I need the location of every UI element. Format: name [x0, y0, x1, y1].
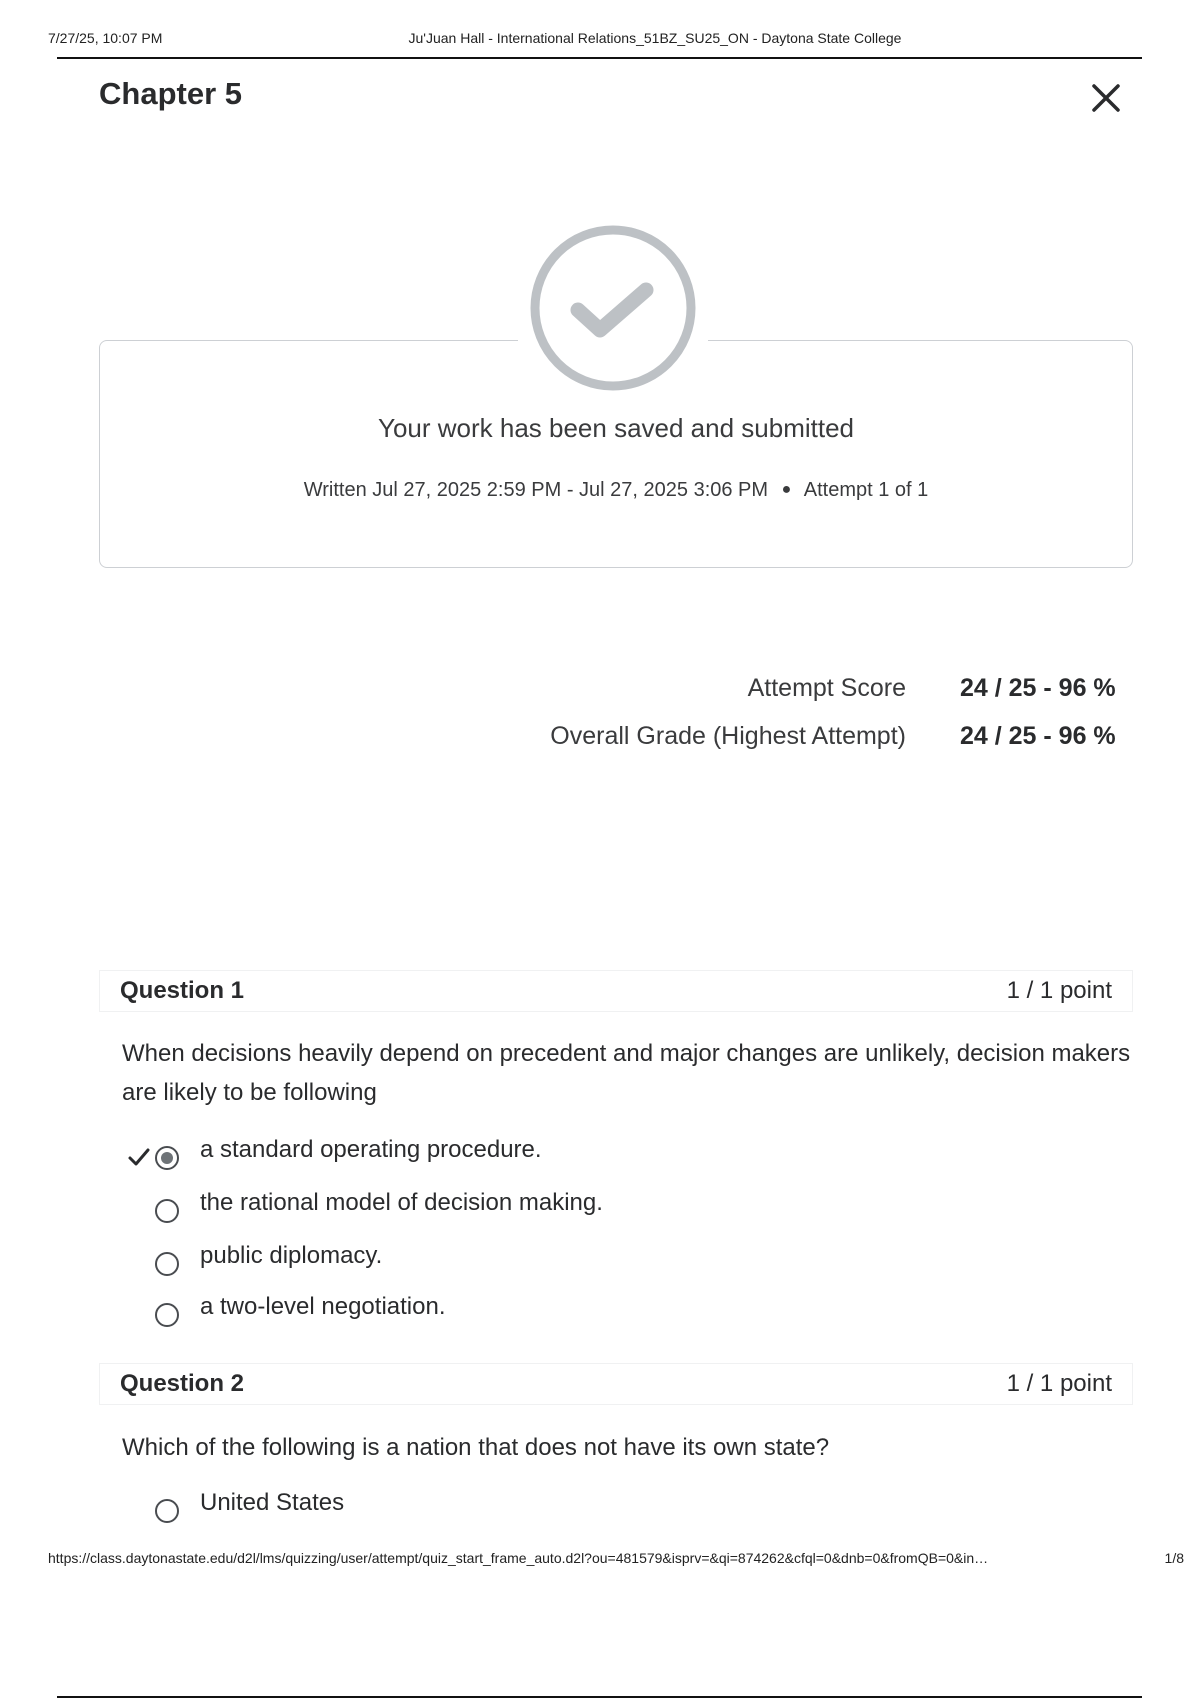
- attempt-score-row: [0, 674, 1200, 708]
- question-title: Question 1: [120, 977, 245, 1004]
- bullet-separator: ●: [781, 481, 792, 498]
- question-points: 1 / 1 point: [1006, 1370, 1112, 1397]
- submission-written-time: Written Jul 27, 2025 2:59 PM - Jul 27, 2025 3:06 PM: [303, 479, 769, 501]
- answer-option[interactable]: [150, 1242, 1050, 1282]
- correct-check-icon: [126, 1144, 152, 1170]
- attempt-score-value: 24 / 25 - 96 %: [960, 674, 1116, 702]
- print-header: [0, 28, 1200, 48]
- answer-option-label: public diplomacy.: [200, 1242, 383, 1269]
- question-text: Which of the following is a nation that does not have its own state?: [122, 1434, 830, 1461]
- submission-message: Your work has been saved and submitted: [377, 413, 854, 443]
- answer-option[interactable]: [150, 1489, 1050, 1529]
- print-date: 7/27/25, 10:07 PM: [48, 30, 163, 46]
- answer-option[interactable]: [150, 1189, 1050, 1229]
- overall-grade-label: Overall Grade (Highest Attempt): [550, 722, 906, 750]
- answer-option[interactable]: [150, 1136, 1050, 1176]
- attempt-score-label: Attempt Score: [747, 674, 906, 702]
- question-title: Question 2: [120, 1370, 245, 1397]
- print-document-title: Ju'Juan Hall - International Relations_51BZ_SU25_ON - Daytona State College: [408, 30, 902, 46]
- answer-option-label: a standard operating procedure.: [200, 1136, 542, 1163]
- overall-grade-value: 24 / 25 - 96 %: [960, 722, 1116, 750]
- submission-attempt: Attempt 1 of 1: [803, 479, 929, 501]
- close-button[interactable]: [1086, 78, 1126, 118]
- radio-icon[interactable]: [155, 1252, 179, 1276]
- radio-selected-icon[interactable]: [155, 1146, 179, 1170]
- answer-option-label: a two-level negotiation.: [200, 1293, 446, 1320]
- answer-option-label: United States: [200, 1489, 345, 1516]
- print-url: https://class.daytonastate.edu/d2l/lms/quizzing/user/attempt/quiz_start_frame_auto.d2l?ou=481579&isprv=&qi=874262&cfql=0&dnb=0&fromQB=0&in…: [48, 1550, 989, 1566]
- question-header: [99, 970, 1133, 1012]
- check-circle-icon: [518, 218, 708, 398]
- page-title: Chapter 5: [99, 76, 242, 111]
- submission-meta: [99, 479, 1133, 502]
- question-text: When decisions heavily depend on precedent and major changes are unlikely, decision makers are likely to be following: [122, 1040, 1131, 1106]
- overall-grade-row: [0, 722, 1200, 756]
- print-page-number: 1/8: [1164, 1550, 1184, 1566]
- footer-divider: [57, 1696, 1142, 1698]
- submission-status: [518, 218, 708, 398]
- radio-icon[interactable]: [155, 1303, 179, 1327]
- close-icon: [1086, 78, 1126, 118]
- question-points: 1 / 1 point: [1006, 977, 1112, 1004]
- answer-option[interactable]: [150, 1293, 1050, 1333]
- header-divider: [57, 57, 1142, 59]
- radio-icon[interactable]: [155, 1199, 179, 1223]
- question-header: [99, 1363, 1133, 1405]
- radio-icon[interactable]: [155, 1499, 179, 1523]
- answer-option-label: the rational model of decision making.: [200, 1189, 603, 1216]
